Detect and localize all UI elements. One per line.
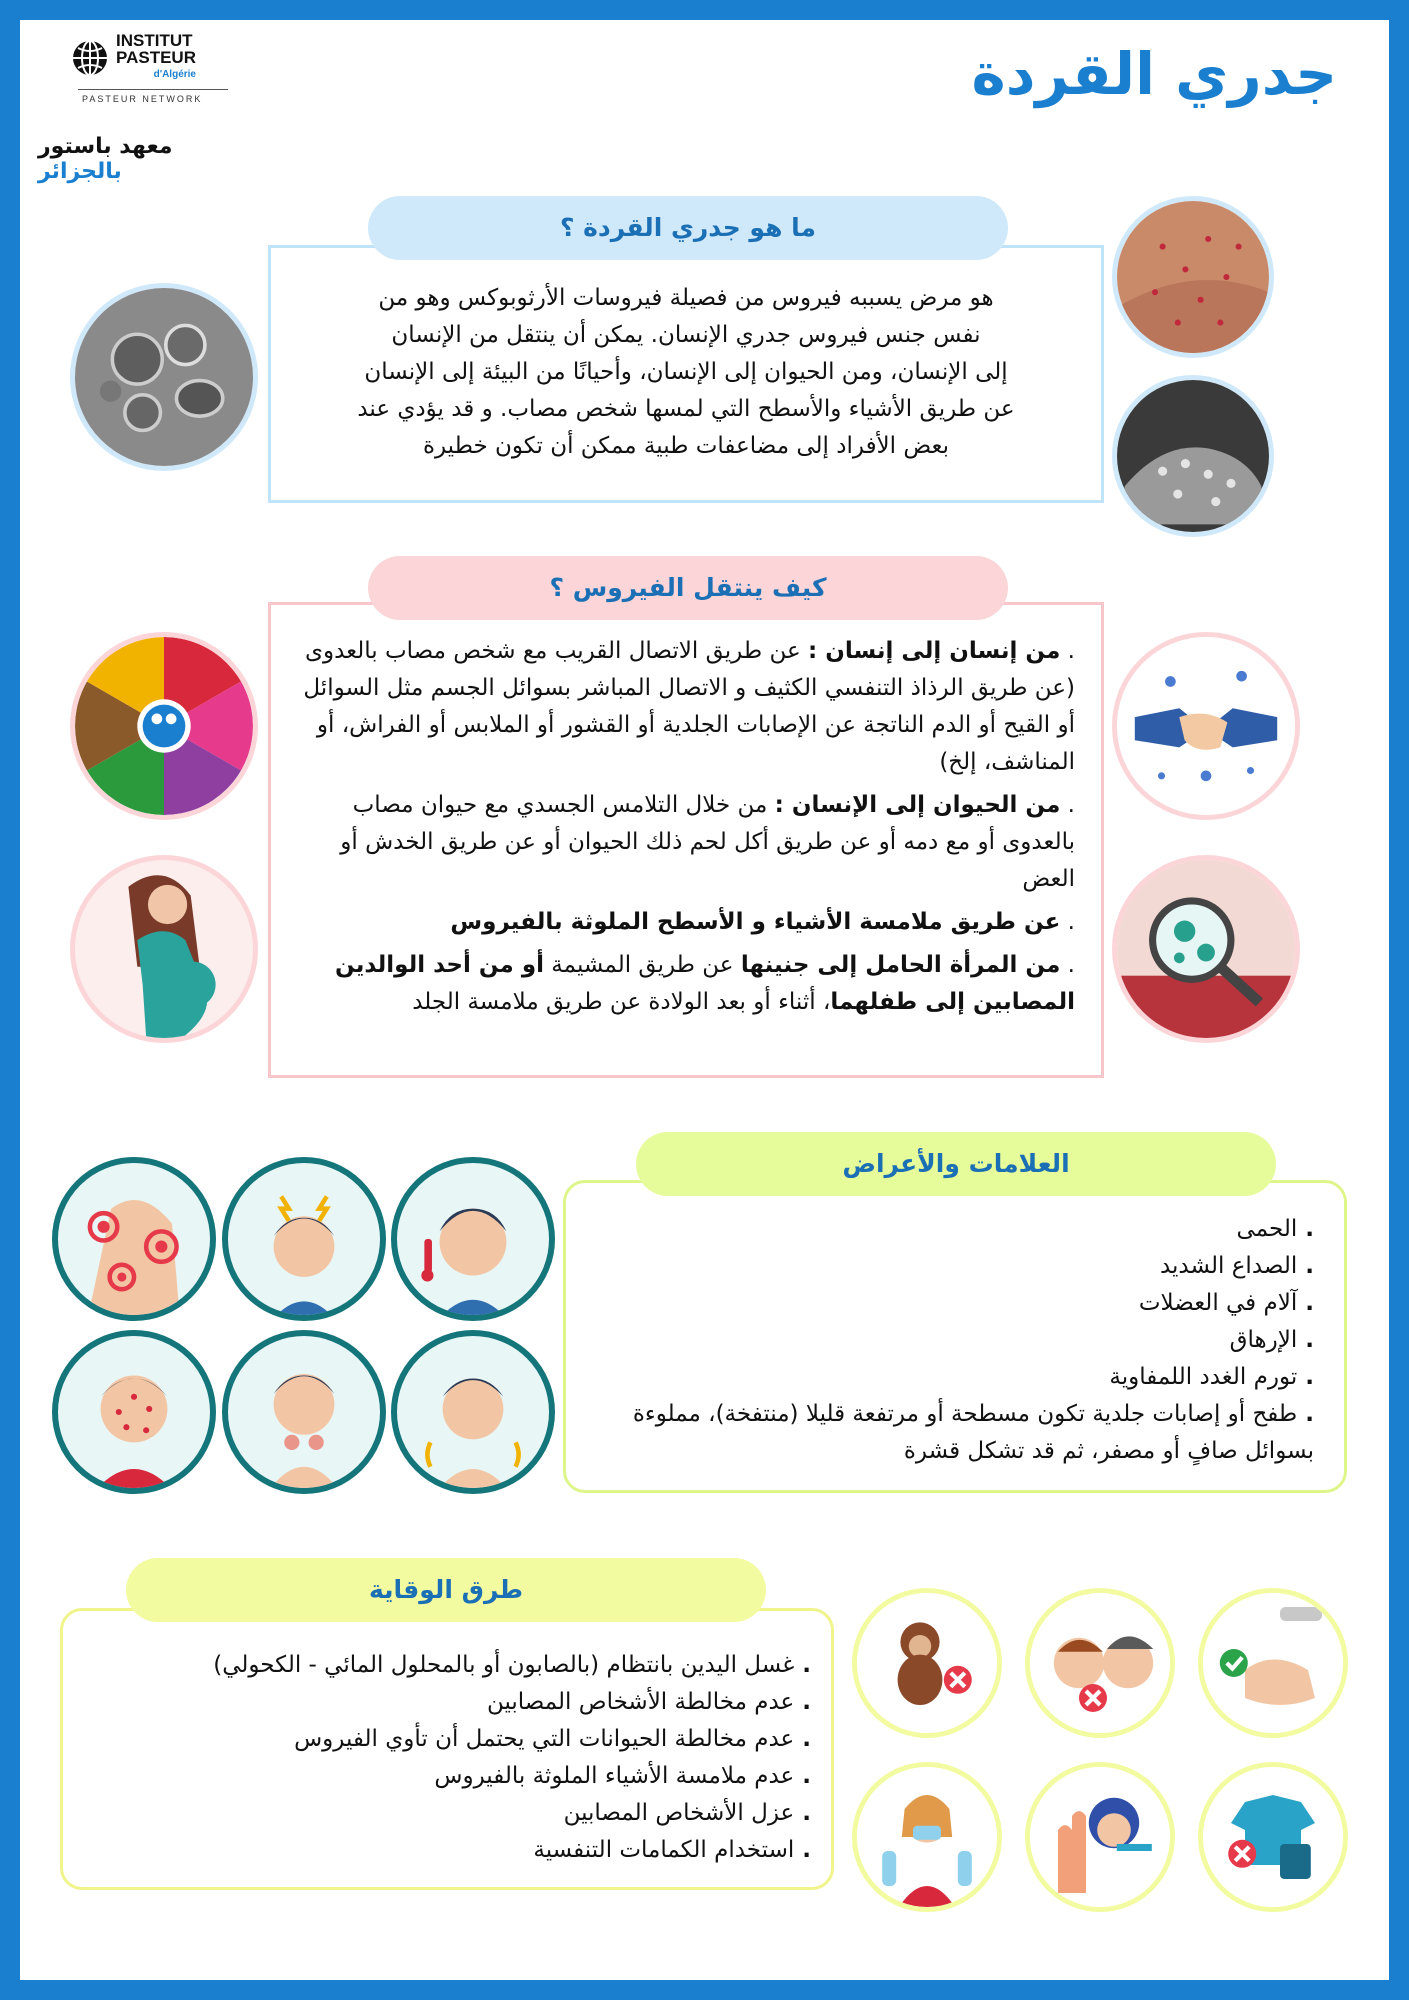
magnifier-virus-icon [1112, 855, 1300, 1043]
institut-pasteur-logo [70, 32, 270, 104]
transmission-p2: . من الحيوان إلى الإنسان : من خلال التلامس الجسدي مع حيوان مصاب بالعدوى أو مع دمه أو عن طريق أكل لحم ذلك الحيوان أو عن طريق الخدش أو العض [340, 792, 1075, 892]
fever-icon [391, 1157, 555, 1321]
swollen-glands-icon [222, 1330, 386, 1494]
symptom-item: . الحمى [586, 1211, 1314, 1248]
transmission-box [268, 602, 1104, 1078]
virus-micrograph-icon [70, 283, 258, 471]
what-line-2: نفس جنس فيروس جدري الإنسان. يمكن أن ينتقل من الإنسان [391, 322, 981, 348]
p1-text: عن طريق الاتصال القريب مع شخص مصاب بالعدوى (عن طريق الرذاذ التنفسي الكثيف و الاتصال المباشر بسوائل الجسم مثل السوائل أو القيح أو الدم الناتجة عن الإصابات الجلدية أو القشور أو الملابس أو الفراش، أو المناشف، إلخ) [303, 638, 1075, 775]
what-heading: ما هو جدري القردة ؟ [368, 196, 1008, 260]
symptoms-heading: العلامات والأعراض [636, 1132, 1276, 1196]
p1-bold: من إنسان إلى إنسان : [808, 638, 1061, 664]
skin-rash-icon [1112, 196, 1274, 358]
what-line-1: هو مرض يسببه فيروس من فصيلة فيروسات الأرثوبوكس وهو من [378, 285, 994, 311]
what-line-4: عن طريق الأشياء والأسطح التي لمسها شخص مصاب. و قد يؤدي عند [357, 396, 1015, 422]
mask-gloves-icon [852, 1762, 1002, 1912]
page-title: جدري القردة [971, 40, 1337, 108]
p4-bold2: من أحد الوالدين المصابين إلى طفلهما [335, 952, 1075, 1015]
transmission-heading: كيف ينتقل الفيروس ؟ [368, 556, 1008, 620]
what-line-3: إلى الإنسان، ومن الحيوان إلى الإنسان، وأحيانًا من البيئة إلى الإنسان [364, 359, 1008, 385]
logo-line2: PASTEUR [116, 48, 196, 67]
prevention-heading: طرق الوقاية [126, 1558, 766, 1622]
what-line-5: بعض الأفراد إلى مضاعفات طبية ممكن أن تكون خطيرة [422, 433, 950, 459]
prevention-box [60, 1608, 834, 1890]
handwashing-icon [1198, 1588, 1348, 1738]
logo-sub: d'Algérie [153, 69, 196, 80]
logo-line1: INSTITUT [116, 31, 193, 50]
symptom-item: . الصداع الشديد [586, 1248, 1314, 1285]
p4-text2: ، أثناء أو بعد الولادة عن طريق ملامسة الجلد [412, 989, 831, 1015]
handshake-icon [1112, 632, 1300, 820]
p4-text1: عن طريق المشيمة [544, 952, 741, 978]
symptom-item: . آلام في العضلات [586, 1285, 1314, 1322]
prevention-item: . عدم ملامسة الأشياء الملوثة بالفيروس [83, 1758, 811, 1795]
headache-icon [222, 1157, 386, 1321]
chills-icon [391, 1330, 555, 1494]
pregnant-woman-icon [70, 855, 258, 1043]
animal-wheel-icon [70, 632, 258, 820]
hand-lesions-icon [1112, 375, 1274, 537]
muscle-pain-icon [52, 1157, 216, 1321]
what-box [268, 245, 1104, 503]
logo-ar-part2: بالجزائر [38, 159, 122, 184]
no-shared-items-icon [1198, 1762, 1348, 1912]
prevention-item: . عدم مخالطة الحيوانات التي يحتمل أن تأوي الفيروس [83, 1721, 811, 1758]
p3-bold: عن طريق ملامسة الأشياء و الأسطح الملوثة بالفيروس [450, 909, 1061, 935]
p4-bold1: من المرأة الحامل إلى جنينها [740, 952, 1061, 978]
rash-face-icon [52, 1330, 216, 1494]
stop-hand-icon [1025, 1762, 1175, 1912]
no-contact-sick-icon [1025, 1588, 1175, 1738]
prevention-item: . عزل الأشخاص المصابين [83, 1795, 811, 1832]
globe-icon [70, 38, 110, 78]
symptom-item: . الإرهاق [586, 1322, 1314, 1359]
prevention-item: . استخدام الكمامات التنفسية [83, 1832, 811, 1869]
logo-network: PASTEUR NETWORK [82, 94, 203, 104]
p2-text: من خلال التلامس الجسدي مع حيوان مصاب بالعدوى أو مع دمه أو عن طريق أكل لحم ذلك الحيوان أو عن طريق الخدش أو العض [340, 792, 1075, 892]
symptom-item: . تورم الغدد اللمفاوية [586, 1359, 1314, 1396]
transmission-p3: . عن طريق ملامسة الأشياء و الأسطح الملوثة بالفيروس [450, 909, 1075, 935]
prevention-item: . عدم مخالطة الأشخاص المصابين [83, 1684, 811, 1721]
logo-arabic [38, 134, 258, 184]
symptom-item: . طفح أو إصابات جلدية تكون مسطحة أو مرتفعة قليلا (منتفخة)، مملوءة بسوائل صافٍ أو مصفر، ثم قد تشكل قشرة [586, 1396, 1314, 1470]
p4-or: أو [521, 952, 544, 978]
no-monkey-icon [852, 1588, 1002, 1738]
p2-bold: من الحيوان إلى الإنسان : [774, 792, 1061, 818]
logo-ar-part1: معهد باستور [38, 134, 173, 159]
transmission-p4: . من المرأة الحامل إلى جنينها عن طريق المشيمة أو من أحد الوالدين المصابين إلى طفلهما، أثناء أو بعد الولادة عن طريق ملامسة الجلد [335, 952, 1075, 1015]
prevention-item: . غسل اليدين بانتظام (بالصابون أو بالمحلول المائي - الكحولي) [83, 1647, 811, 1684]
transmission-p1: . من إنسان إلى إنسان : عن طريق الاتصال القريب مع شخص مصاب بالعدوى (عن طريق الرذاذ التنفسي الكثيف و الاتصال المباشر بسوائل الجسم مثل السوائل أو القيح أو الدم الناتجة عن الإصابات الجلدية أو القشور أو الملابس أو الفراش، أو المناشف، إلخ) [303, 638, 1075, 775]
symptoms-box [563, 1180, 1347, 1493]
